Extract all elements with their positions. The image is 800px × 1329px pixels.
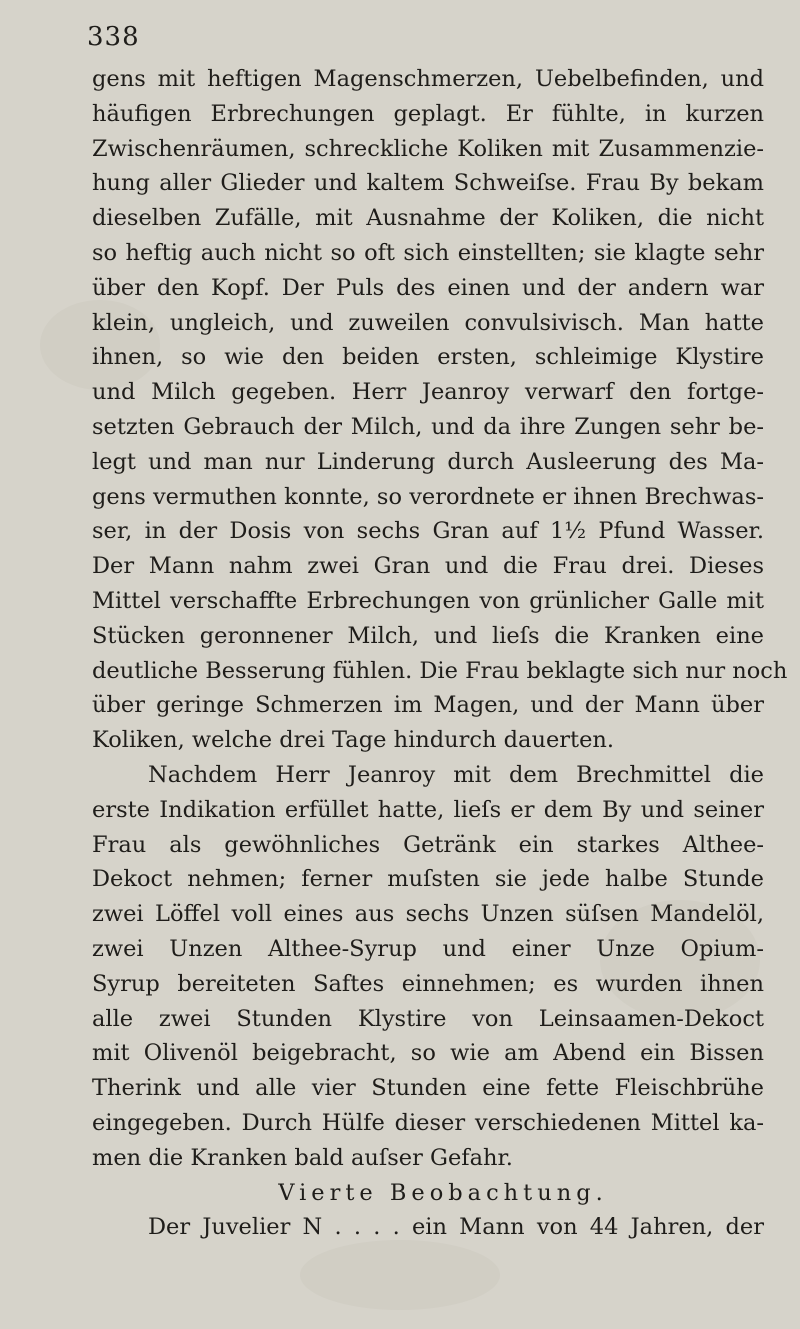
text-line: zwei Löffel voll eines aus sechs Unzen süſsen Mandelöl, bbox=[92, 901, 764, 928]
text-line: häufigen Erbrechungen geplagt. Er fühlte, in kurzen bbox=[92, 100, 764, 127]
text-line: gens mit heftigen Magenschmerzen, Uebelbefinden, und bbox=[92, 66, 764, 92]
paragraph-start-line: Der Juvelier N . . . . ein Mann von 44 Jahren, der bbox=[148, 1214, 764, 1241]
text-line: dieselben Zufälle, mit Ausnahme der Koliken, die nicht bbox=[92, 205, 764, 232]
text-line: ihnen, so wie den beiden ersten, schleimige Klystire bbox=[92, 344, 764, 371]
text-line: so heftig auch nicht so oft sich einstellten; sie klagte sehr bbox=[92, 239, 764, 266]
text-line: legt und man nur Linderung durch Ausleerung des Ma- bbox=[92, 448, 764, 475]
text-line: Therink und alle vier Stunden eine fette Fleischbrühe bbox=[92, 1075, 764, 1102]
text-line: mit Olivenöl beigebracht, so wie am Abend ein Bissen bbox=[92, 1040, 764, 1067]
body-text bbox=[92, 62, 788, 1245]
text-line: Mittel verschaffte Erbrechungen von grünlicher Galle mit bbox=[92, 587, 764, 614]
text-line: über geringe Schmerzen im Magen, und der Mann über bbox=[92, 692, 764, 719]
text-line: setzten Gebrauch der Milch, und da ihre Zungen sehr be- bbox=[92, 413, 764, 440]
text-line: Syrup bereiteten Saftes einnehmen; es wurden ihnen bbox=[92, 970, 764, 997]
paragraph-end-line: Koliken, welche drei Tage hindurch dauerten. bbox=[92, 727, 615, 754]
text-line: Dekoct nehmen; ferner muſsten sie jede halbe Stunde bbox=[92, 866, 764, 893]
text-line: alle zwei Stunden Klystire von Leinsaamen-Dekoct bbox=[92, 1005, 764, 1032]
text-line: über den Kopf. Der Puls des einen und der andern war bbox=[92, 274, 764, 301]
page-number: 338 bbox=[87, 22, 140, 52]
section-heading: Vierte Beobachtung. bbox=[278, 1179, 608, 1206]
text-line: erste Indikation erfüllet hatte, lieſs er dem By und seiner bbox=[92, 796, 764, 823]
text-line: ser, in der Dosis von sechs Gran auf 1½ Pfund Wasser. bbox=[92, 518, 764, 545]
text-line: eingegeben. Durch Hülfe dieser verschiedenen Mittel ka- bbox=[92, 1109, 764, 1136]
text-line: Der Mann nahm zwei Gran und die Frau drei. Dieses bbox=[92, 553, 764, 580]
text-line: zwei Unzen Althee-Syrup und einer Unze Opium- bbox=[92, 935, 764, 962]
paragraph-start-line: Nachdem Herr Jeanroy mit dem Brechmittel die bbox=[148, 761, 764, 788]
text-line: Frau als gewöhnliches Getränk ein starkes Althee- bbox=[92, 831, 764, 858]
text-line: deutliche Besserung fühlen. Die Frau beklagte sich nur noch bbox=[92, 657, 788, 684]
text-line: hung aller Glieder und kaltem Schweiſse. Frau By bekam bbox=[92, 170, 764, 197]
text-line: und Milch gegeben. Herr Jeanroy verwarf den fortge- bbox=[92, 379, 764, 406]
paragraph-end-line: men die Kranken bald auſser Gefahr. bbox=[92, 1144, 513, 1171]
paper-stain bbox=[300, 1240, 500, 1310]
text-line: gens vermuthen konnte, so verordnete er ihnen Brechwas- bbox=[92, 483, 764, 510]
text-line: Stücken geronnener Milch, und lieſs die Kranken eine bbox=[92, 622, 764, 649]
text-line: klein, ungleich, und zuweilen convulsivisch. Man hatte bbox=[92, 309, 764, 336]
text-line: Zwischenräumen, schreckliche Koliken mit Zusammenzie- bbox=[92, 135, 764, 162]
